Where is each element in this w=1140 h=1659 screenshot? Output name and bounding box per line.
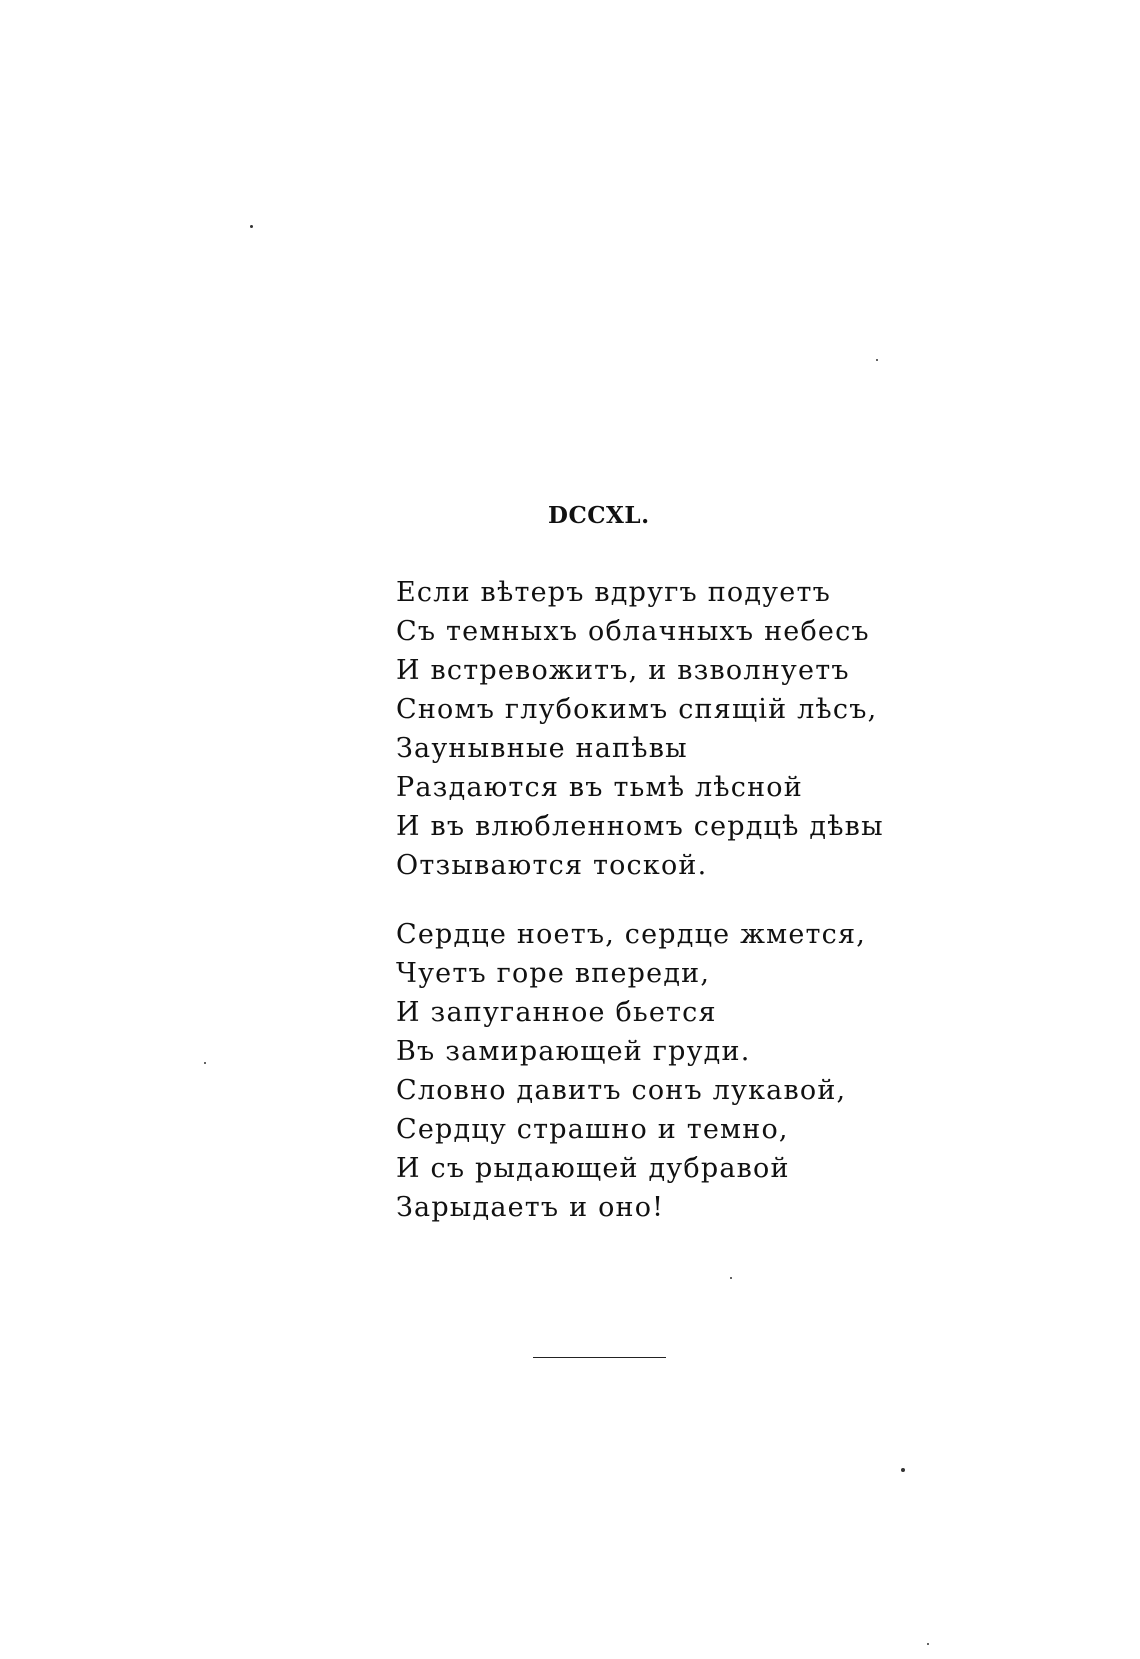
verse-line: Зарыдаетъ и оно!: [396, 1192, 665, 1223]
verse-line: Если вѣтеръ вдругъ подуетъ: [396, 577, 831, 608]
verse-line: И запуганное бьется: [396, 997, 717, 1028]
verse-line: Заунывные напѣвы: [396, 733, 688, 764]
verse-line: Съ темныхъ облачныхъ небесъ: [396, 616, 870, 647]
scan-speck: [927, 1643, 929, 1645]
verse-line: И съ рыдающей дубравой: [396, 1153, 790, 1184]
verse-line: Сномъ глубокимъ спящій лѣсъ,: [396, 694, 878, 725]
scan-speck: [250, 225, 253, 228]
verse-line: Словно давитъ сонъ лукавой,: [396, 1075, 847, 1106]
scan-speck: [876, 359, 878, 361]
verse-line: Сердце ноетъ, сердце жмется,: [396, 919, 867, 950]
scan-speck: [730, 1277, 732, 1279]
scan-speck: [204, 1062, 206, 1064]
poem-number: DCCXL.: [548, 502, 650, 529]
stanza-2: [396, 915, 866, 1227]
verse-line: И въ влюбленномъ сердцѣ дѣвы: [396, 811, 884, 842]
verse-line: Сердцу страшно и темно,: [396, 1114, 789, 1145]
stanza-1: [396, 573, 884, 885]
end-rule: [533, 1357, 666, 1358]
verse-line: Раздаются въ тьмѣ лѣсной: [396, 772, 803, 803]
verse-line: И встревожитъ, и взволнуетъ: [396, 655, 850, 686]
scan-speck: [901, 1468, 905, 1472]
verse-line: Чуетъ горе впереди,: [396, 958, 711, 989]
verse-line: Отзываются тоской.: [396, 850, 708, 881]
verse-line: Въ замирающей груди.: [396, 1036, 751, 1067]
